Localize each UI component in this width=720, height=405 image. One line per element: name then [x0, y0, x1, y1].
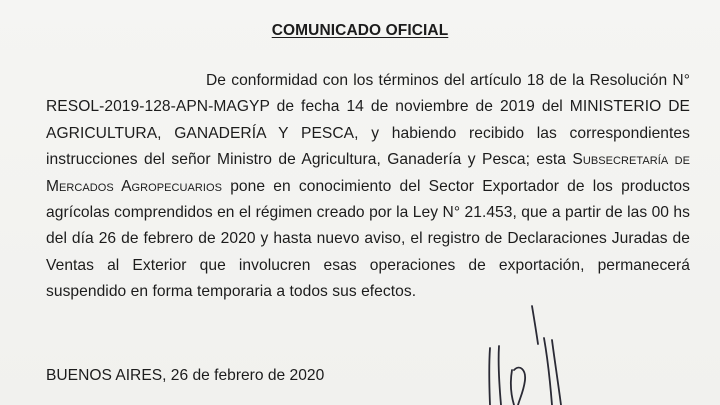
handwritten-signature — [468, 300, 598, 405]
place-and-date: BUENOS AIRES, 26 de febrero de 2020 — [46, 367, 325, 384]
document-body — [46, 68, 690, 306]
organization-name: Subsecretaría de Mercados Agropecuarios — [46, 151, 690, 195]
body-text-part-2: pone en conocimiento del Sector Exportador de los productos agrícolas comprendidos en el régimen creado por la Ley N° 21.453, que a partir de las 00 hs del día 26 de febrero de 2020 y hasta nuevo aviso, el registro de Declaraciones Juradas de Ventas al Exterior que involucren esas operaciones de exportación, permanecerá suspendido en forma temporaria a todos sus efectos. — [46, 177, 690, 301]
body-text-part-1: De conformidad con los términos del artículo 18 de la Resolución N° RESOL-2019-128-APN-MAGYP de fecha 14 de noviembre de 2019 del MINISTERIO DE AGRICULTURA, GANADERÍA Y PESCA, y habiendo recibido las correspondientes instrucciones del señor Ministro de Agricultura, Ganadería y Pesca; esta — [46, 72, 690, 169]
document-title: COMUNICADO OFICIAL — [271, 22, 449, 39]
